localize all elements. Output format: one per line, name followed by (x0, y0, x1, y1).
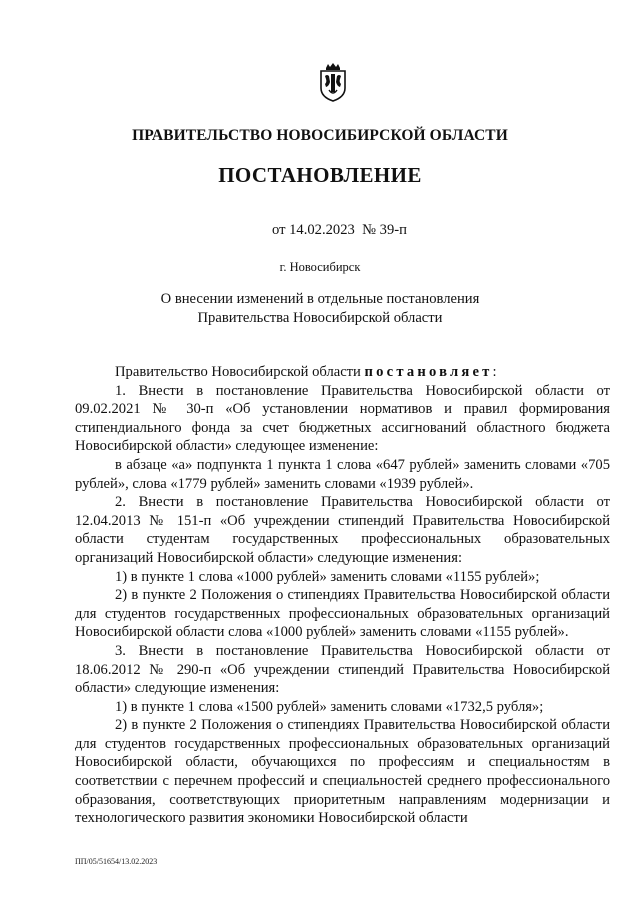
paragraph: 2) в пункте 2 Положения о стипендиях Правительства Новосибирской области для студентов государственных профессиональных образовательных организаций Новосибирской области, обучающихся по профессиям и специальностям в соответствии с перечнем профессий и специальностей среднего профессионального образования, соответствующих приоритетным направлениям модернизации и технологического развития экономики Новосибирской области (75, 717, 610, 827)
intro-action: постановляет (364, 364, 493, 380)
paragraph: 1) в пункте 1 слова «1000 рублей» заменить словами «1155 рублей»; (115, 568, 540, 585)
date-and-number: от 14.02.2023 № 39-п (272, 222, 407, 238)
intro-suffix: : (492, 364, 497, 380)
intro-prefix: Правительство Новосибирской области (115, 364, 365, 380)
city-name: г. Новосибирск (279, 260, 361, 274)
paragraph: 1) в пункте 1 слова «1500 рублей» заменить словами «1732,5 рубля»; (115, 698, 544, 715)
paragraph: 2. Внести в постановление Правительства Новосибирской области от 12.04.2013 № 151-п «Об учреждении стипендий Правительства Новосибирской области студентам государственных профессиональных образовательных организаций Новосибирской области» следующие изменения: (75, 494, 610, 566)
document-type-title: ПОСТАНОВЛЕНИЕ (218, 163, 422, 187)
document-code-footer: ПП/05/51654/13.02.2023 (75, 857, 158, 866)
paragraph: 2) в пункте 2 Положения о стипендиях Правительства Новосибирской области для студентов государственных профессиональных образовательных организаций Новосибирской области слова «1000 рублей» заменить словами «1155 рублей». (75, 587, 610, 641)
paragraph: в абзаце «а» подпункта 1 пункта 1 слова «647 рублей» заменить словами «705 рублей», слова «1779 рублей» заменить словами «1939 рублей». (75, 456, 610, 492)
intro-paragraph (75, 363, 610, 382)
document-subject: О внесении изменений в отдельные постановления Правительства Новосибирской области (160, 291, 480, 326)
paragraph: 1. Внести в постановление Правительства Новосибирской области от 09.02.2021 № 30-п «Об установлении нормативов и правил формирования стипендиального фонда за счет бюджетных ассигнований областного бюджета Новосибирской области» следующее изменение: (75, 382, 610, 455)
paragraph: 3. Внести в постановление Правительства Новосибирской области от 18.06.2012 № 290-п «Об учреждении стипендий Правительства Новосибирской области» следующие изменения: (75, 642, 610, 697)
government-name: ПРАВИТЕЛЬСТВО НОВОСИБИРСКОЙ ОБЛАСТИ (132, 127, 508, 144)
coat-of-arms-icon (317, 62, 349, 102)
document-body (75, 363, 610, 828)
